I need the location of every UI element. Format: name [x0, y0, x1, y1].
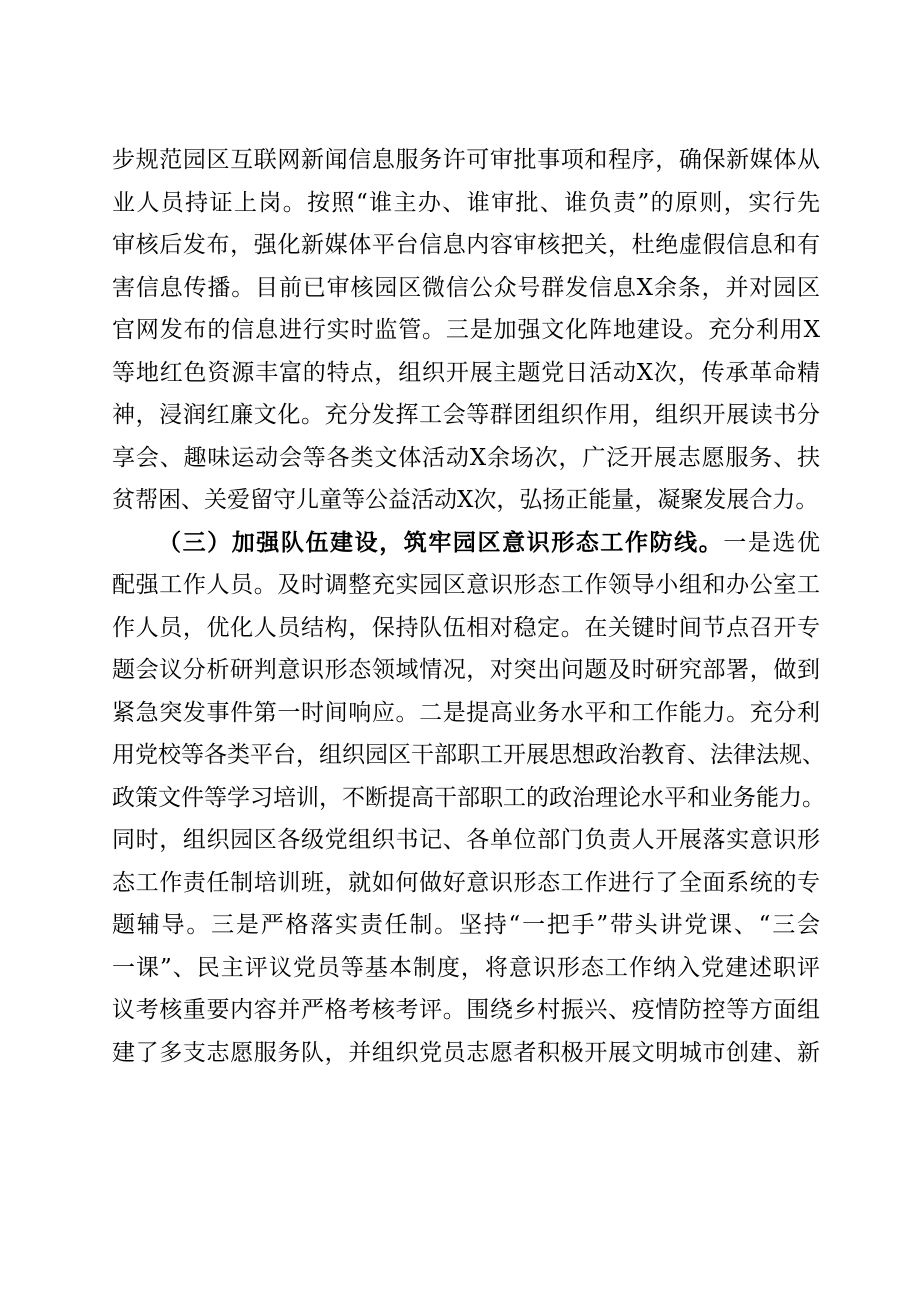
text-line: 用党校等各类平台，组织园区干部职工开展思想政治教育、法律法规、 [112, 742, 825, 768]
text-line: 贫帮困、关爱留守儿童等公益活动X次，弘扬正能量，凝聚发展合力。 [112, 487, 819, 513]
text-line: 同时，组织园区各级党组织书记、各单位部门负责人开展落实意识形 [112, 827, 820, 853]
text-line: 一课”、民主评议党员等基本制度，将意识形态工作纳入党建述职评 [112, 954, 820, 981]
text-line: 题会议分析研判意识形态领域情况，对突出问题及时研究部署，做到 [112, 657, 820, 683]
body-text [112, 139, 825, 1074]
text-line: 神，浸润红廉文化。充分发挥工会等群团组织作用，组织开展读书分 [112, 402, 820, 428]
text-line: 紧急突发事件第一时间响应。二是提高业务水平和工作能力。充分利 [112, 699, 820, 726]
text-line: 作人员，优化人员结构，保持队伍相对稳定。在关键时间节点召开专 [112, 614, 820, 641]
section-heading-continuation: 一是选优 [723, 529, 821, 556]
text-line: 业人员持证上岗。按照“谁主办、谁审批、谁负责”的原则，实行先 [112, 189, 820, 216]
text-line: 审核后发布，强化新媒体平台信息内容审核把关，杜绝虚假信息和有 [112, 232, 820, 258]
text-line: 议考核重要内容并严格考核考评。围绕乡村振兴、疫情防控等方面组 [112, 997, 820, 1023]
text-line: 政策文件等学习培训，不断提高干部职工的政治理论水平和业务能力。 [112, 784, 825, 811]
text-line: 建了多支志愿服务队，并组织党员志愿者积极开展文明城市创建、新 [112, 1039, 820, 1066]
section-heading: （三）加强队伍建设，筑牢园区意识形态工作防线。 [158, 528, 724, 556]
text-line: 步规范园区互联网新闻信息服务许可审批事项和程序，确保新媒体从 [112, 147, 820, 173]
text-line: 配强工作人员。及时调整充实园区意识形态工作领导小组和办公室工 [112, 572, 820, 598]
text-line: 害信息传播。目前已审核园区微信公众号群发信息X余条，并对园区 [112, 274, 820, 301]
text-line: 享会、趣味运动会等各类文体活动X余场次，广泛开展志愿服务、扶 [112, 444, 820, 471]
text-line: 态工作责任制培训班，就如何做好意识形态工作进行了全面系统的专 [112, 869, 820, 896]
text-line: 等地红色资源丰富的特点，组织开展主题党日活动X次，传承革命精 [112, 359, 820, 386]
section-heading-line [112, 522, 820, 565]
text-line: 题辅导。三是严格落实责任制。坚持“一把手”带头讲党课、“三会 [112, 912, 820, 938]
text-line: 官网发布的信息进行实时监管。三是加强文化阵地建设。充分利用X [112, 317, 820, 343]
